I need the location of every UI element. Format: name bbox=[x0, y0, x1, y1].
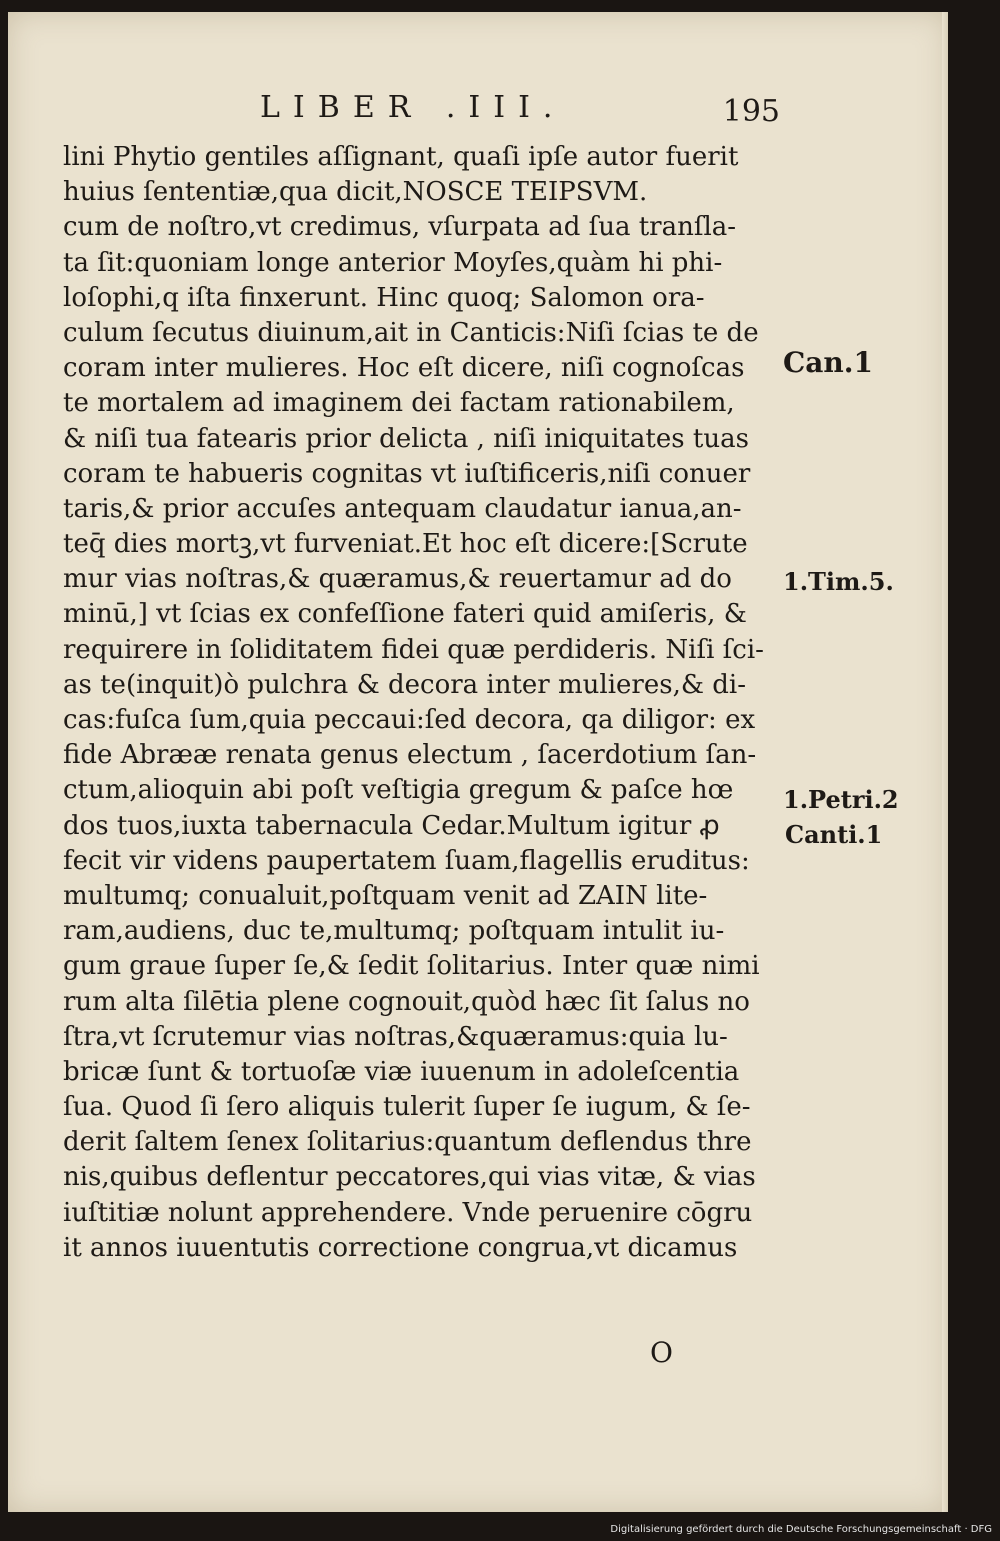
text-line: fecit vir videns paupertatem ſuam,flagellis eruditus: bbox=[63, 845, 750, 876]
text-line: iuſtitiæ nolunt apprehendere. Vnde peruenire cōgru bbox=[63, 1197, 753, 1228]
text-line: teq̄ dies mortꝫ,vt furveniat.Et hoc eſt dicere:[Scrute bbox=[63, 529, 748, 560]
running-head: LIBER .III. bbox=[260, 90, 566, 125]
page-edge bbox=[942, 12, 948, 1512]
text-line: ta ſit:quoniam longe anterior Moyſes,quàm hi phi- bbox=[63, 247, 723, 278]
text-line: cum de noſtro,vt credimus, vſurpata ad ſua tranſla- bbox=[63, 212, 737, 243]
text-line: multumq; conualuit,poſtquam venit ad ZAIN lite- bbox=[63, 880, 708, 911]
margin-note-canticles-2: Canti.1 bbox=[785, 820, 883, 849]
page-number: 195 bbox=[722, 94, 780, 129]
margin-note-peter: 1.Petri.2 bbox=[783, 785, 899, 814]
text-line: taris,& prior accuſes antequam claudatur ianua,an- bbox=[63, 493, 742, 524]
text-line: minū,] vt ſcias ex confeſſione fateri quid amiſeris, & bbox=[63, 599, 747, 630]
text-line: ſua. Quod ſi ſero aliquis tulerit ſuper ſe iugum, & ſe- bbox=[63, 1092, 751, 1123]
digitization-credit: Digitalisierung gefördert durch die Deutsche Forschungsgemeinschaft · DFG bbox=[610, 1524, 992, 1535]
text-line: te mortalem ad imaginem dei factam rationabilem, bbox=[63, 388, 735, 419]
text-line: gum graue ſuper ſe,& ſedit ſolitarius. Inter quæ nimi bbox=[63, 951, 760, 982]
text-line: & niſi tua fatearis prior delicta , niſi iniquitates tuas bbox=[63, 423, 749, 454]
margin-note-timothy: 1.Tim.5. bbox=[783, 567, 894, 596]
text-line: requirere in ſoliditatem fidei quæ perdideris. Niſi ſci- bbox=[63, 634, 764, 665]
text-line: nis,quibus deflentur peccatores,qui vias vitæ, & vias bbox=[63, 1162, 756, 1193]
text-line: mur vias noſtras,& quæramus,& reuertamur ad do bbox=[63, 564, 732, 595]
text-line: bricæ ſunt & tortuoſæ viæ iuuenum in adoleſcentia bbox=[63, 1056, 740, 1087]
text-line: fide Abrææ renata genus electum , ſacerdotium ſan- bbox=[63, 740, 757, 771]
text-line: lini Phytio gentiles aſſignant, quaſi ipſe autor fuerit bbox=[63, 142, 739, 172]
text-line: dos tuos,iuxta tabernacula Cedar.Multum igitur ꝓ bbox=[63, 810, 720, 841]
text-line: ram,audiens, duc te,multumq; poſtquam intulit iu- bbox=[63, 916, 725, 947]
text-line: ſtra,vt ſcrutemur vias noſtras,&quæramus:quia lu- bbox=[63, 1021, 728, 1052]
page-header bbox=[260, 88, 780, 128]
catchword: O bbox=[650, 1336, 673, 1369]
body-text bbox=[63, 140, 783, 1266]
text-line: as te(inquit)ò pulchra & decora inter mulieres,& di- bbox=[63, 669, 746, 700]
book-page bbox=[8, 12, 948, 1512]
text-line: derit ſaltem ſenex ſolitarius:quantum deflendus thre bbox=[63, 1127, 752, 1158]
text-line: culum ſecutus diuinum,ait in Canticis:Niſi ſcias te de bbox=[63, 317, 759, 348]
text-line: it annos iuuentutis correctione congrua,vt dicamus bbox=[63, 1232, 738, 1263]
text-line: cas:fuſca ſum,quia peccaui:ſed decora, qa diligor: ex bbox=[63, 705, 756, 735]
text-line: coram inter mulieres. Hoc eſt dicere, niſi cognoſcas bbox=[63, 353, 745, 384]
text-line: ctum,alioquin abi poſt veſtigia gregum & paſce hœ bbox=[63, 775, 734, 806]
text-line: coram te habueris cognitas vt iuſtificeris,niſi conuer bbox=[63, 458, 751, 489]
margin-note-canticles: Can.1 bbox=[783, 346, 874, 379]
text-line: huius ſententiæ,qua dicit,NOSCE TEIPSVM. bbox=[63, 177, 648, 208]
text-line: loſophi,q iſta finxerunt. Hinc quoq; Salomon ora- bbox=[63, 282, 705, 313]
text-line: rum alta ſilētia plene cognouit,quòd hæc ſit ſalus no bbox=[63, 986, 750, 1017]
